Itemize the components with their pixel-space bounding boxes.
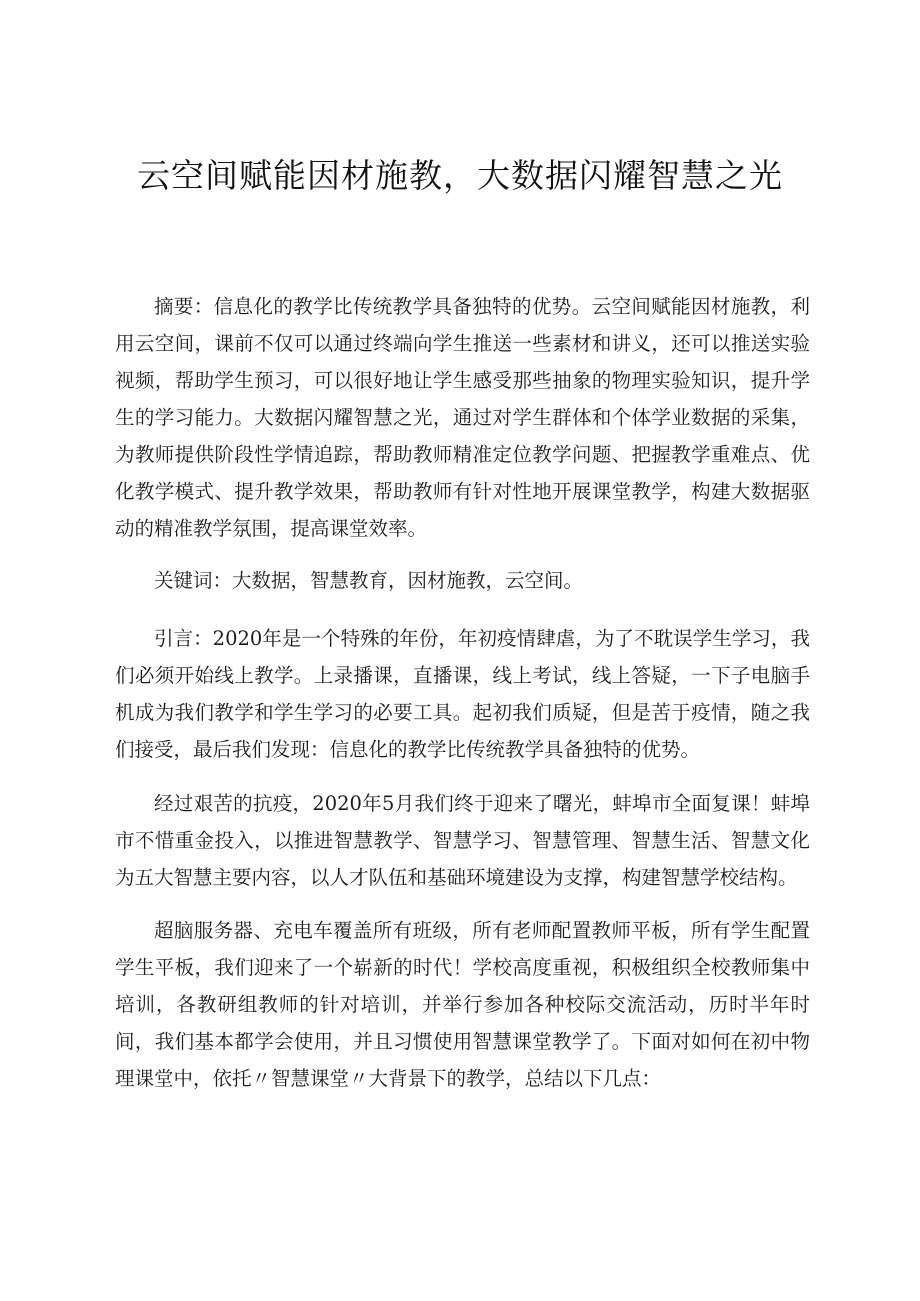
body-paragraph-reopening: 经过艰苦的抗疫，2020年5月我们终于迎来了曙光，蚌埠市全面复课！蚌埠市不惜重金投入，以推进智慧教学、智慧学习、智慧管理、智慧生活、智慧文化为五大智慧主要内容，以人才队伍和基础环境建设为支撑，构建智慧学校结构。 (115, 792, 810, 889)
body-paragraph-smart-classroom: 超脑服务器、充电车覆盖所有班级，所有老师配置教师平板，所有学生配置学生平板，我们迎来了一个崭新的时代！学校高度重视，积极组织全校教师集中培训，各教研组教师的针对培训，并举行参加各种校际交流活动，历时半年时间，我们基本都学会使用，并且习惯使用智慧课堂教学了。下面对如何在初中物理课堂中，依托〃智慧课堂〃大背景下的教学，总结以下几点： (115, 919, 810, 1090)
keywords-paragraph: 关键词：大数据，智慧教育，因材施教，云空间。 (154, 569, 584, 592)
abstract-paragraph: 摘要：信息化的教学比传统教学具备独特的优势。云空间赋能因材施教，利用云空间，课前不仅可以通过终端向学生推送一些素材和讲义，还可以推送实验视频，帮助学生预习，可以很好地让学生感受那些抽象的物理实验知识，提升学生的学习能力。大数据闪耀智慧之光，通过对学生群体和个体学业数据的采集，为教师提供阶段性学情追踪，帮助教师精准定位教学问题、把握教学重难点、优化教学模式、提升教学效果，帮助教师有针对性地开展课堂教学，构建大数据驱动的精准教学氛围，提高课堂效率。 (115, 295, 810, 540)
introduction-paragraph: 引言：2020年是一个特殊的年份，年初疫情肆虐，为了不耽误学生学习，我们必须开始线上教学。上录播课，直播课，线上考试，线上答疑，一下子电脑手机成为我们教学和学生学习的必要工具。起初我们质疑，但是苦于疫情，随之我们接受，最后我们发现：信息化的教学比传统教学具备独特的优势。 (115, 627, 810, 761)
document-title: 云空间赋能因材施教，大数据闪耀智慧之光 (137, 156, 783, 195)
